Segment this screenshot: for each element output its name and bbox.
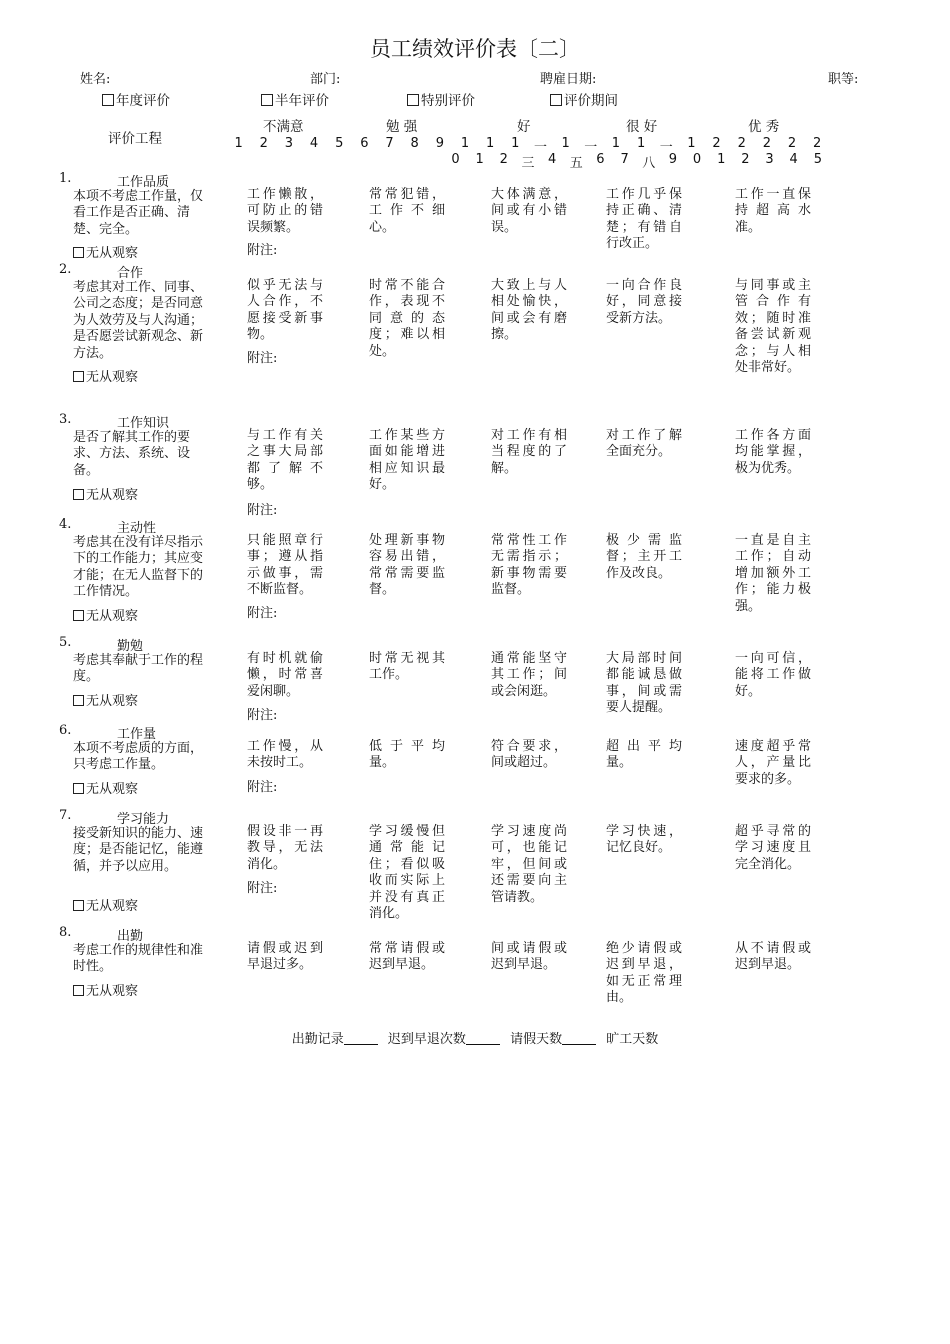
- score-number: 1: [511, 136, 520, 151]
- score-number: 1: [486, 136, 495, 151]
- option-label: 无从观察: [86, 899, 139, 914]
- rating-description: 似乎无法与人合作，不愿接受新事物。: [247, 278, 323, 343]
- eval-item-header: 评价工程: [108, 131, 162, 147]
- item-name: 学习能力: [117, 812, 170, 827]
- rating-description: 大致上与人相处愉快，间或会有磨擦。: [491, 278, 567, 343]
- score-number: 8: [410, 136, 419, 151]
- item-name: 出勤: [117, 929, 144, 944]
- item-name: 工作知识: [117, 416, 170, 431]
- score-number: 2: [813, 136, 822, 151]
- note-label: 附注:: [247, 708, 278, 723]
- score-number: 9: [435, 136, 444, 151]
- score-number: [347, 152, 371, 171]
- not-observable-option[interactable]: [73, 605, 138, 624]
- score-number: 3: [284, 136, 294, 151]
- rating-description: 符合要求，间或超过。: [491, 739, 567, 771]
- score-number: 6: [360, 136, 369, 151]
- item-name: 主动性: [117, 521, 157, 536]
- rating-description: 学习缓慢但通常能记住；看似吸收而实际上并没有真正消化。: [369, 824, 445, 922]
- rating-description: 工作某些方面如能增进相应知识最好。: [369, 428, 445, 493]
- rating-description: 常常犯错，工作不细心。: [369, 187, 445, 235]
- option-label: 年度评价: [116, 93, 170, 109]
- item-number: 2.: [59, 262, 72, 277]
- checkbox-icon: [102, 94, 114, 106]
- score-number: 5: [813, 152, 822, 167]
- score-number: 一: [533, 140, 547, 155]
- score-number: 1: [717, 152, 726, 167]
- item-name: 工作品质: [117, 175, 170, 190]
- score-number: 1: [460, 136, 470, 151]
- rating-description: 通常能坚守其工作；间或会闲逛。: [491, 651, 567, 699]
- checkbox-icon: [73, 610, 84, 621]
- note-label: 附注:: [247, 351, 278, 366]
- rating-description: 一向合作良好，同意接受新方法。: [606, 278, 682, 326]
- note-label: 附注:: [247, 881, 278, 896]
- attendance-record-blank[interactable]: [344, 1032, 378, 1045]
- checkbox-icon: [550, 94, 562, 106]
- score-number: 2: [741, 152, 750, 167]
- score-number: 1: [475, 152, 484, 167]
- item-description: 考虑工作的规律性和准时性。: [73, 943, 204, 975]
- not-observable-option[interactable]: [73, 980, 138, 999]
- name-label: 姓名:: [80, 72, 111, 87]
- rating-description: 工作几乎保持正确、清楚；有错自行改正。: [606, 187, 682, 252]
- score-number: 1: [561, 136, 570, 151]
- option-label: 无从观察: [86, 488, 139, 503]
- item-description: 接受新知识的能力、速度；是否能记忆，能遵循，并予以应用。: [73, 826, 204, 874]
- half-year-eval-option[interactable]: [261, 89, 329, 109]
- absent-days-label: 旷工天数: [606, 1032, 659, 1047]
- note-label: 附注:: [247, 503, 278, 518]
- rating-description: 绝少请假或迟到早退，如无正常理由。: [606, 941, 682, 1006]
- level-barely: 勉 强: [386, 119, 418, 135]
- rating-description: 超乎寻常的学习速度且完全消化。: [735, 824, 811, 872]
- score-number: [226, 152, 250, 171]
- score-number: 2: [499, 152, 508, 167]
- rating-description: 与工作有关之事大局部都了解不够。: [247, 428, 323, 493]
- rating-description: 极少需监督；主开工作及改良。: [606, 533, 682, 581]
- leave-days-blank[interactable]: [562, 1032, 596, 1045]
- item-number: 8.: [59, 925, 72, 940]
- option-label: 无从观察: [86, 246, 139, 261]
- checkbox-icon: [73, 247, 84, 258]
- attendance-record-label: 出勤记录: [291, 1032, 344, 1047]
- rating-description: 大体满意，间或有小错误。: [491, 187, 567, 235]
- rating-description: 有时机就偷懒，时常喜爱闲聊。: [247, 651, 323, 699]
- rating-description: 常常请假或迟到早退。: [369, 941, 445, 973]
- score-number: [395, 152, 419, 171]
- level-very-good: 很 好: [626, 119, 658, 135]
- rating-description: 超出平均量。: [606, 739, 682, 771]
- not-observable-option[interactable]: [73, 778, 138, 797]
- score-number: 4: [547, 152, 557, 167]
- item-number: 5.: [59, 635, 72, 650]
- checkbox-icon: [73, 695, 84, 706]
- checkbox-icon: [73, 783, 84, 794]
- rating-description: 时常无视其工作。: [369, 651, 445, 683]
- rating-description: 大局部时间都能诚恳做事，间或需要人提醒。: [606, 651, 682, 716]
- score-scale-row-2: [226, 152, 830, 171]
- checkbox-icon: [73, 371, 84, 382]
- score-number: 0: [451, 152, 460, 167]
- item-number: 1.: [59, 171, 72, 186]
- checkbox-icon: [73, 489, 84, 500]
- not-observable-option[interactable]: [73, 484, 138, 503]
- score-number: 7: [620, 152, 629, 167]
- item-number: 3.: [59, 412, 72, 427]
- level-unsatisfied: 不满意: [263, 119, 304, 135]
- score-number: 2: [712, 136, 721, 151]
- score-number: [298, 152, 322, 171]
- score-number: 4: [309, 136, 319, 151]
- department-label: 部门:: [310, 72, 341, 87]
- item-name: 合作: [117, 266, 144, 281]
- rating-description: 与同事或主管合作有效；随时准备尝试新观念；与人相处非常好。: [735, 278, 811, 376]
- score-number: 2: [787, 136, 797, 151]
- rating-description: 一向可信，能将工作做好。: [735, 651, 811, 699]
- item-description: 考虑其在没有详尽指示下的工作能力；其应变才能；在无人监督下的工作情况。: [73, 535, 204, 600]
- score-number: [419, 152, 443, 171]
- item-name: 勤勉: [117, 639, 144, 654]
- score-number: 3: [765, 152, 774, 167]
- item-description: 考虑其奉献于工作的程度。: [73, 653, 204, 685]
- score-number: 一: [584, 140, 598, 155]
- item-description: 考虑其对工作、同事、公司之态度；是否同意为人效劳及与人沟通；是否愿尝试新观念、新方法。: [73, 280, 204, 361]
- grade-label: 职等:: [828, 72, 859, 87]
- note-label: 附注:: [247, 606, 278, 621]
- item-description: 本项不考虑工作量，仅看工作是否正确、清楚、完全。: [73, 189, 204, 237]
- score-number: 1: [611, 136, 621, 151]
- not-observable-option[interactable]: [73, 242, 138, 261]
- checkbox-icon: [407, 94, 419, 106]
- rating-description: 请假或迟到早退过多。: [247, 941, 323, 973]
- rating-description: 工作懒散，可防止的错误频繁。: [247, 187, 323, 235]
- score-number: 2: [259, 136, 268, 151]
- attendance-footer: [0, 1028, 950, 1047]
- rating-description: 低于平均量。: [369, 739, 445, 771]
- item-number: 4.: [59, 517, 72, 532]
- rating-description: 处理新事物容易出错，常常需要监督。: [369, 533, 445, 598]
- score-number: 5: [335, 136, 344, 151]
- rating-description: 速度超乎常人，产量比要求的多。: [735, 739, 811, 787]
- score-number: 1: [234, 136, 243, 151]
- rating-description: 工作一直保持超高水准。: [735, 187, 811, 235]
- late-count-blank[interactable]: [466, 1032, 500, 1045]
- score-number: 0: [692, 152, 702, 167]
- rating-description: 工作慢，从未按时工。: [247, 739, 323, 771]
- checkbox-icon: [261, 94, 273, 106]
- checkbox-icon: [73, 900, 84, 911]
- item-number: 7.: [59, 808, 72, 823]
- option-label: 无从观察: [86, 694, 139, 709]
- rating-description: 时常不能合作，表现不同意的态度；难以相处。: [369, 278, 445, 359]
- item-number: 6.: [59, 723, 72, 738]
- rating-description: 学习速度尚可，也能记牢，但间或还需要向主管请教。: [491, 824, 567, 905]
- option-label: 无从观察: [86, 782, 139, 797]
- rating-description: 学习快速，记忆良好。: [606, 824, 682, 856]
- rating-description: 从不请假或迟到早退。: [735, 941, 811, 973]
- rating-description: 常常性工作无需指示；新事物需要监督。: [491, 533, 567, 598]
- option-label: 无从观察: [86, 609, 139, 624]
- option-label: 无从观察: [86, 984, 139, 999]
- score-number: 6: [596, 152, 605, 167]
- note-label: 附注:: [247, 780, 278, 795]
- score-number: 1: [687, 136, 696, 151]
- level-excellent: 优 秀: [748, 119, 780, 135]
- score-number: 一: [659, 140, 673, 155]
- score-number: 2: [737, 136, 746, 151]
- item-description: 本项不考虑质的方面，只考虑工作量。: [73, 741, 204, 773]
- score-number: 9: [668, 152, 678, 167]
- score-number: 1: [636, 136, 646, 151]
- annual-eval-option[interactable]: [102, 89, 170, 109]
- option-label: 特别评价: [421, 93, 475, 109]
- item-name: 工作量: [117, 727, 157, 742]
- page-title: 员工绩效评价表〔二〕: [370, 37, 580, 61]
- rating-description: 对工作有相当程度的了解。: [491, 428, 567, 476]
- rating-description: 假设非一再教导，无法消化。: [247, 824, 323, 872]
- score-number: [323, 152, 347, 171]
- rating-description: 只能照章行事；遵从指示做事，需不断监督。: [247, 533, 323, 598]
- rating-description: 对工作了解全面充分。: [606, 428, 682, 460]
- not-observable-option[interactable]: [73, 366, 138, 385]
- score-number: 三: [521, 156, 535, 171]
- hire-date-label: 聘雇日期:: [540, 72, 597, 87]
- score-number: 7: [385, 136, 394, 151]
- eval-period-option[interactable]: [550, 89, 618, 109]
- item-description: 是否了解其工作的要求、方法、系统、设备。: [73, 430, 191, 478]
- checkbox-icon: [73, 985, 84, 996]
- score-number: 4: [789, 152, 798, 167]
- option-label: 无从观察: [86, 370, 139, 385]
- rating-description: 间或请假或迟到早退。: [491, 941, 567, 973]
- rating-description: 一直是自主工作；自动增加额外工作；能力极强。: [735, 533, 811, 614]
- not-observable-option[interactable]: [73, 690, 138, 709]
- leave-days-label: 请假天数: [510, 1032, 563, 1047]
- late-count-label: 迟到早退次数: [387, 1032, 466, 1047]
- special-eval-option[interactable]: [407, 89, 475, 109]
- option-label: 半年评价: [275, 93, 329, 109]
- note-label: 附注:: [247, 243, 278, 258]
- score-number: [250, 152, 274, 171]
- level-good: 好: [517, 119, 531, 135]
- option-label: 评价期间: [564, 93, 618, 109]
- score-number: [274, 152, 298, 171]
- score-number: 八: [642, 156, 656, 171]
- score-number: 五: [569, 156, 583, 171]
- not-observable-option[interactable]: [73, 895, 138, 914]
- rating-description: 工作各方面均能掌握，极为优秀。: [735, 428, 811, 476]
- score-number: 2: [762, 136, 771, 151]
- score-number: [371, 152, 395, 171]
